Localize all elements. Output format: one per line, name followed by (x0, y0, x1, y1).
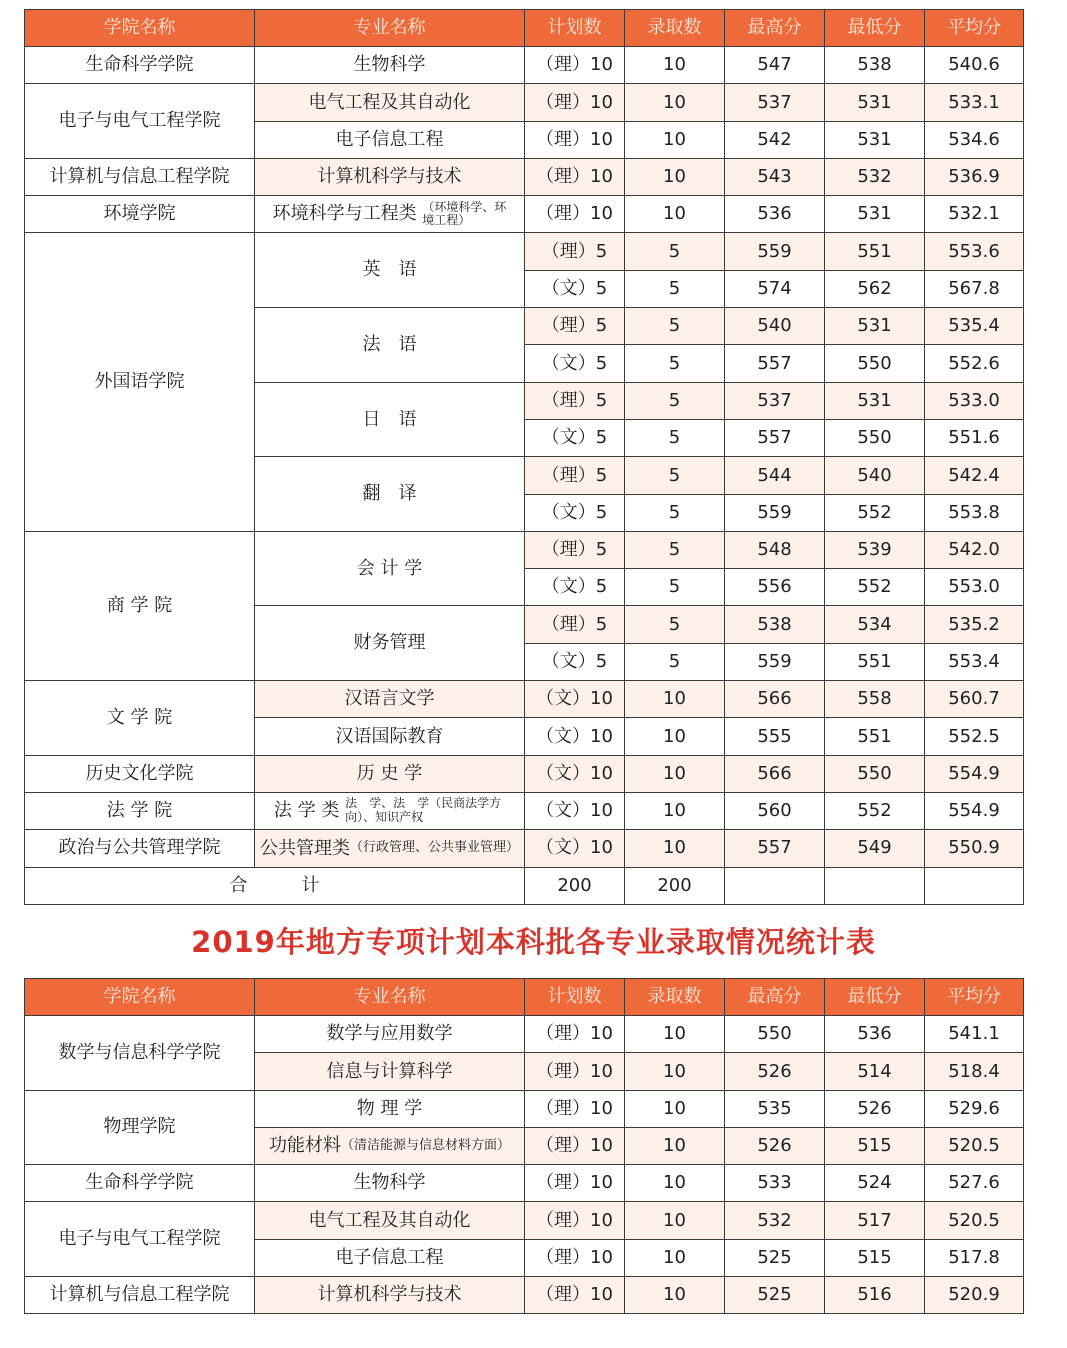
max-cell: 526 (725, 1127, 825, 1164)
table-row (25, 84, 1024, 121)
avg-cell: 550.9 (925, 830, 1024, 867)
major-cell: 会 计 学 (255, 531, 525, 606)
plan-cell: （理）5 (525, 606, 625, 643)
avg-cell: 520.5 (925, 1127, 1024, 1164)
admit-cell: 5 (625, 270, 725, 307)
min-cell: 531 (825, 196, 925, 233)
min-cell: 551 (825, 643, 925, 680)
major-name: 功能材料 (268, 1135, 341, 1157)
college-cell: 政治与公共管理学院 (25, 830, 255, 867)
max-cell: 574 (725, 270, 825, 307)
major-cell: 信息与计算科学 (255, 1053, 525, 1090)
min-cell: 531 (825, 121, 925, 158)
table-row (25, 1202, 1024, 1239)
admit-cell: 5 (625, 308, 725, 345)
avg-cell: 553.4 (925, 643, 1024, 680)
major-cell: 英 语 (255, 233, 525, 308)
admit-cell: 10 (625, 1016, 725, 1053)
max-cell: 535 (725, 1090, 825, 1127)
max-cell: 559 (725, 643, 825, 680)
college-cell: 电子与电气工程学院 (25, 1202, 255, 1277)
max-cell: 542 (725, 121, 825, 158)
plan-cell: （理）10 (525, 1277, 625, 1314)
plan-cell: （文）10 (525, 681, 625, 718)
admit-cell: 10 (625, 121, 725, 158)
avg-cell: 552.5 (925, 718, 1024, 755)
college-cell: 生命科学学院 (25, 1165, 255, 1202)
min-cell: 558 (825, 681, 925, 718)
major-cell: 数学与应用数学 (255, 1016, 525, 1053)
table-row (25, 755, 1024, 792)
plan-cell: （理）10 (525, 158, 625, 195)
min-cell: 526 (825, 1090, 925, 1127)
header-max: 最高分 (725, 10, 825, 47)
max-cell: 548 (725, 531, 825, 568)
plan-cell: （文）5 (525, 270, 625, 307)
table-header-row (25, 979, 1024, 1016)
avg-cell: 553.6 (925, 233, 1024, 270)
total-avg (925, 867, 1024, 904)
table-row (25, 531, 1024, 568)
major-cell: 计算机科学与技术 (255, 1277, 525, 1314)
min-cell: 531 (825, 308, 925, 345)
avg-cell: 535.4 (925, 308, 1024, 345)
major-cell (255, 196, 525, 233)
min-cell: 531 (825, 84, 925, 121)
major-cell: 电子信息工程 (255, 1239, 525, 1276)
max-cell: 537 (725, 382, 825, 419)
major-cell (255, 792, 525, 829)
admit-cell: 10 (625, 830, 725, 867)
table-row (25, 1277, 1024, 1314)
max-cell: 566 (725, 681, 825, 718)
avg-cell: 554.9 (925, 755, 1024, 792)
total-max (725, 867, 825, 904)
avg-cell: 567.8 (925, 270, 1024, 307)
admit-cell: 10 (625, 1202, 725, 1239)
max-cell: 557 (725, 345, 825, 382)
avg-cell: 542.0 (925, 531, 1024, 568)
header-plan: 计划数 (525, 979, 625, 1016)
header-max: 最高分 (725, 979, 825, 1016)
max-cell: 557 (725, 419, 825, 456)
avg-cell: 532.1 (925, 196, 1024, 233)
table-row (25, 196, 1024, 233)
plan-cell: （文）5 (525, 569, 625, 606)
min-cell: 550 (825, 345, 925, 382)
header-avg: 平均分 (925, 10, 1024, 47)
college-cell: 计算机与信息工程学院 (25, 1277, 255, 1314)
avg-cell: 551.6 (925, 419, 1024, 456)
plan-cell: （理）5 (525, 308, 625, 345)
plan-cell: （理）10 (525, 1053, 625, 1090)
major-cell: 物 理 学 (255, 1090, 525, 1127)
table-header-row (25, 10, 1024, 47)
admit-cell: 5 (625, 457, 725, 494)
plan-cell: （理）10 (525, 1016, 625, 1053)
admit-cell: 10 (625, 1090, 725, 1127)
min-cell: 515 (825, 1239, 925, 1276)
max-cell: 525 (725, 1277, 825, 1314)
max-cell: 555 (725, 718, 825, 755)
min-cell: 514 (825, 1053, 925, 1090)
major-cell: 汉语言文学 (255, 681, 525, 718)
max-cell: 533 (725, 1165, 825, 1202)
plan-cell: （文）10 (525, 718, 625, 755)
max-cell: 544 (725, 457, 825, 494)
avg-cell: 517.8 (925, 1239, 1024, 1276)
major-cell: 日 语 (255, 382, 525, 457)
avg-cell: 529.6 (925, 1090, 1024, 1127)
admission-table-1 (24, 9, 1024, 905)
avg-cell: 541.1 (925, 1016, 1024, 1053)
major-note: （行政管理、公共事业管理） (349, 840, 519, 856)
admit-cell: 10 (625, 1053, 725, 1090)
major-cell: 财务管理 (255, 606, 525, 681)
table-row (25, 1016, 1024, 1053)
admit-cell: 10 (625, 158, 725, 195)
avg-cell: 553.0 (925, 569, 1024, 606)
admit-cell: 5 (625, 233, 725, 270)
college-cell: 计算机与信息工程学院 (25, 158, 255, 195)
admit-cell: 10 (625, 792, 725, 829)
avg-cell: 534.6 (925, 121, 1024, 158)
header-major: 专业名称 (255, 10, 525, 47)
max-cell: 537 (725, 84, 825, 121)
plan-cell: （理）5 (525, 233, 625, 270)
min-cell: 551 (825, 718, 925, 755)
college-cell: 文 学 院 (25, 681, 255, 756)
header-min: 最低分 (825, 979, 925, 1016)
max-cell: 550 (725, 1016, 825, 1053)
plan-cell: （理）5 (525, 457, 625, 494)
major-cell: 电子信息工程 (255, 121, 525, 158)
max-cell: 547 (725, 47, 825, 84)
avg-cell: 527.6 (925, 1165, 1024, 1202)
avg-cell: 520.9 (925, 1277, 1024, 1314)
major-name: 法 学 类 (273, 800, 340, 822)
min-cell: 539 (825, 531, 925, 568)
min-cell: 552 (825, 569, 925, 606)
major-name: 环境科学与工程类 (272, 203, 417, 225)
avg-cell: 536.9 (925, 158, 1024, 195)
min-cell: 552 (825, 494, 925, 531)
plan-cell: （理）10 (525, 1239, 625, 1276)
admit-cell: 10 (625, 84, 725, 121)
total-admit: 200 (625, 867, 725, 904)
avg-cell: 533.1 (925, 84, 1024, 121)
college-cell: 数学与信息科学学院 (25, 1016, 255, 1091)
min-cell: 550 (825, 755, 925, 792)
plan-cell: （理）10 (525, 1127, 625, 1164)
table-2-title: 2019年地方专项计划本科批各专业录取情况统计表 (191, 925, 876, 959)
major-note: 法 学、法 学（民商法学方向）、知识产权 (345, 796, 502, 825)
max-cell: 538 (725, 606, 825, 643)
admit-cell: 5 (625, 606, 725, 643)
college-cell: 生命科学学院 (25, 47, 255, 84)
avg-cell: 554.9 (925, 792, 1024, 829)
plan-cell: （文）5 (525, 643, 625, 680)
avg-cell: 520.5 (925, 1202, 1024, 1239)
major-cell: 电气工程及其自动化 (255, 84, 525, 121)
major-cell: 翻 译 (255, 457, 525, 532)
max-cell: 559 (725, 233, 825, 270)
avg-cell: 560.7 (925, 681, 1024, 718)
plan-cell: （文）10 (525, 830, 625, 867)
header-admit: 录取数 (625, 979, 725, 1016)
table-row (25, 681, 1024, 718)
max-cell: 543 (725, 158, 825, 195)
admit-cell: 10 (625, 755, 725, 792)
max-cell: 532 (725, 1202, 825, 1239)
plan-cell: （理）10 (525, 1165, 625, 1202)
plan-cell: （理）10 (525, 84, 625, 121)
plan-cell: （理）10 (525, 121, 625, 158)
header-college: 学院名称 (25, 10, 255, 47)
min-cell: 562 (825, 270, 925, 307)
plan-cell: （理）10 (525, 47, 625, 84)
admit-cell: 10 (625, 1165, 725, 1202)
major-cell: 计算机科学与技术 (255, 158, 525, 195)
max-cell: 566 (725, 755, 825, 792)
min-cell: 534 (825, 606, 925, 643)
college-cell: 外国语学院 (25, 233, 255, 531)
avg-cell: 540.6 (925, 47, 1024, 84)
total-min (825, 867, 925, 904)
header-avg: 平均分 (925, 979, 1024, 1016)
major-cell (255, 1127, 525, 1164)
major-cell: 历 史 学 (255, 755, 525, 792)
min-cell: 549 (825, 830, 925, 867)
min-cell: 552 (825, 792, 925, 829)
min-cell: 531 (825, 382, 925, 419)
max-cell: 526 (725, 1053, 825, 1090)
plan-cell: （理）10 (525, 1202, 625, 1239)
total-label: 合 计 (25, 867, 525, 904)
plan-cell: （文）5 (525, 494, 625, 531)
table-row (25, 792, 1024, 829)
table-row (25, 1090, 1024, 1127)
min-cell: 516 (825, 1277, 925, 1314)
min-cell: 538 (825, 47, 925, 84)
admit-cell: 10 (625, 1277, 725, 1314)
min-cell: 551 (825, 233, 925, 270)
max-cell: 556 (725, 569, 825, 606)
college-cell: 商 学 院 (25, 531, 255, 680)
avg-cell: 553.8 (925, 494, 1024, 531)
college-cell: 环境学院 (25, 196, 255, 233)
college-cell: 法 学 院 (25, 792, 255, 829)
college-cell: 电子与电气工程学院 (25, 84, 255, 159)
table-row (25, 158, 1024, 195)
min-cell: 540 (825, 457, 925, 494)
major-cell: 电气工程及其自动化 (255, 1202, 525, 1239)
min-cell: 524 (825, 1165, 925, 1202)
max-cell: 540 (725, 308, 825, 345)
plan-cell: （理）10 (525, 1090, 625, 1127)
total-row (25, 867, 1024, 904)
admit-cell: 10 (625, 1127, 725, 1164)
admit-cell: 5 (625, 419, 725, 456)
major-cell (255, 830, 525, 867)
admit-cell: 5 (625, 494, 725, 531)
plan-cell: （文）5 (525, 419, 625, 456)
admit-cell: 10 (625, 196, 725, 233)
max-cell: 560 (725, 792, 825, 829)
total-plan: 200 (525, 867, 625, 904)
min-cell: 536 (825, 1016, 925, 1053)
table-row (25, 233, 1024, 270)
admit-cell: 5 (625, 345, 725, 382)
avg-cell: 518.4 (925, 1053, 1024, 1090)
avg-cell: 542.4 (925, 457, 1024, 494)
avg-cell: 552.6 (925, 345, 1024, 382)
plan-cell: （文）5 (525, 345, 625, 382)
admit-cell: 5 (625, 643, 725, 680)
avg-cell: 535.2 (925, 606, 1024, 643)
admit-cell: 5 (625, 569, 725, 606)
header-plan: 计划数 (525, 10, 625, 47)
major-cell: 汉语国际教育 (255, 718, 525, 755)
min-cell: 550 (825, 419, 925, 456)
header-college: 学院名称 (25, 979, 255, 1016)
plan-cell: （文）10 (525, 792, 625, 829)
max-cell: 536 (725, 196, 825, 233)
major-note: （环境科学、环境工程） (422, 199, 507, 228)
admit-cell: 5 (625, 382, 725, 419)
major-cell: 生物科学 (255, 1165, 525, 1202)
college-cell: 历史文化学院 (25, 755, 255, 792)
table-row (25, 1165, 1024, 1202)
college-cell: 物理学院 (25, 1090, 255, 1165)
admit-cell: 10 (625, 47, 725, 84)
major-cell: 法 语 (255, 308, 525, 383)
max-cell: 557 (725, 830, 825, 867)
admit-cell: 5 (625, 531, 725, 568)
major-name: 公共管理类 (259, 837, 350, 859)
table-row (25, 47, 1024, 84)
min-cell: 517 (825, 1202, 925, 1239)
min-cell: 532 (825, 158, 925, 195)
admit-cell: 10 (625, 718, 725, 755)
max-cell: 525 (725, 1239, 825, 1276)
admit-cell: 10 (625, 1239, 725, 1276)
table-row (25, 830, 1024, 867)
header-admit: 录取数 (625, 10, 725, 47)
plan-cell: （理）5 (525, 531, 625, 568)
max-cell: 559 (725, 494, 825, 531)
header-min: 最低分 (825, 10, 925, 47)
admit-cell: 10 (625, 681, 725, 718)
plan-cell: （理）10 (525, 196, 625, 233)
header-major: 专业名称 (255, 979, 525, 1016)
min-cell: 515 (825, 1127, 925, 1164)
major-cell: 生物科学 (255, 47, 525, 84)
plan-cell: （文）10 (525, 755, 625, 792)
avg-cell: 533.0 (925, 382, 1024, 419)
major-note: （清洁能源与信息材料方面） (340, 1137, 510, 1153)
admission-table-2 (24, 978, 1024, 1314)
plan-cell: （理）5 (525, 382, 625, 419)
